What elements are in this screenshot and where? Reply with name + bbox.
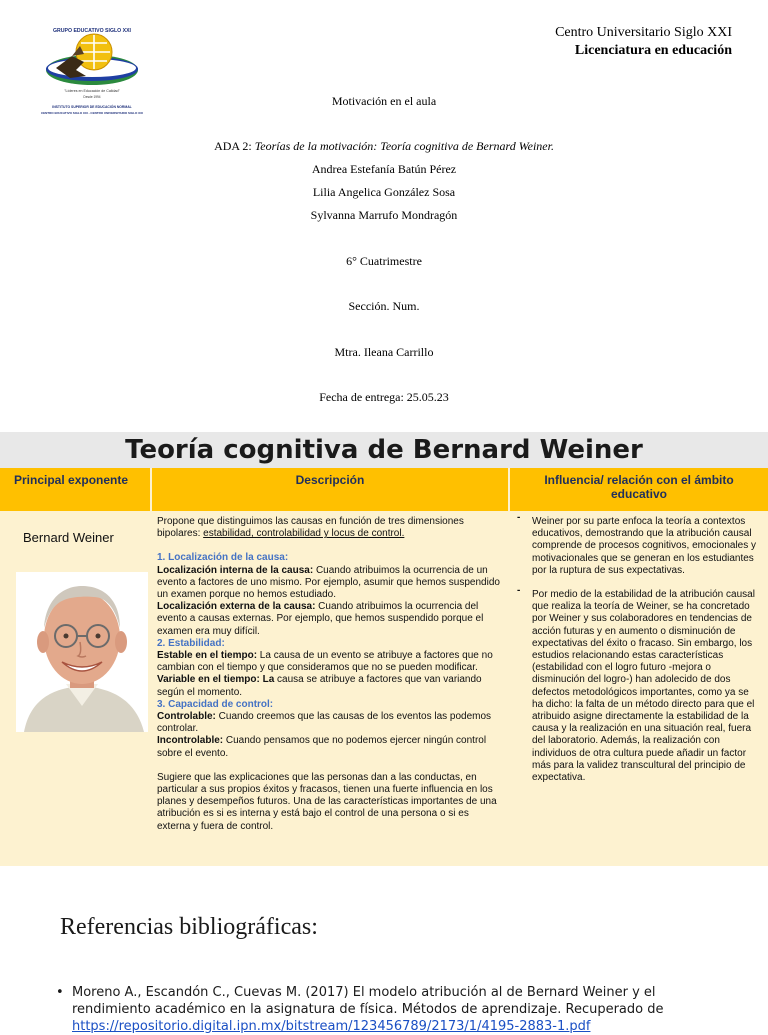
bullet-dash: - [517,512,521,523]
program-name: Licenciatura en educación [574,43,732,58]
influence-cell [510,512,768,866]
bullet-icon: • [56,985,64,1000]
description-cell [152,512,508,866]
header-description: Descripción [152,468,508,511]
author-1: Andrea Estefanía Batún Pérez [311,162,457,176]
variable-cause: Variable en el tiempo: La causa se atribuye a factores que van variando según el momento. [157,674,482,698]
logo-top-text: GRUPO EDUCATIVO SIGLO XXI [52,28,132,34]
author-2: Lilia Angelica González Sosa [312,185,456,199]
assignment-topic: Teorías de la motivación: Teoría cognitiva de Bernard Weiner. [254,139,554,153]
reference-item [56,984,712,1035]
header-influence: Influencia/ relación con el ámbito educativo [510,468,768,511]
exponent-name: Bernard Weiner [23,530,114,545]
term: 6° Cuatrimestre [346,254,422,268]
reference-link[interactable]: https://repositorio.digital.ipn.mx/bitstream/123456789/2173/1/4195-2883-1.pdf [72,1019,591,1034]
influence-text-2: Por medio de la estabilidad de la atribución causal que realiza la teoría de Weiner, se ha concretado por Weiner y sus colaboradores en tendencias de acción futuras y en aumento o disminución de expectativas del éxito o fracaso. Sin embargo, los estudios relacionando estas características (estabilidad con el logro futuro -mejora o disminución del logro-) han adolecido de dos defectos metodológicos importantes, como ya se ha dicho: la falta de un método directo para que el atribuido asigne directamente la estabilidad de la causa y la realización en una situación real, fuera del laboratorio. Además, la realización con individuos de otra cultura puede añadir un factor más para la validez transcultural del principio de expectativa. [532,589,755,784]
internal-locus: Localización interna de la causa: Cuando atribuimos la ocurrencia de un evento a factores de uno mismo. Por ejemplo, asumir que hemos suspendido un examen porque no hemos estudiado. [157,564,500,601]
three-dimensions: estabilidad, controlabilidad y locus de control. [203,528,405,540]
exponent-cell [0,512,150,866]
heading-control: 3. Capacidad de control: [157,698,274,710]
slide-title: Teoría cognitiva de Bernard Weiner [0,432,768,468]
institution-name: Centro Universitario Siglo XXI [555,25,732,40]
assignment-prefix: ADA 2: [214,139,255,153]
references-title: Referencias bibliográficas: [60,914,318,940]
theory-slide [0,432,768,866]
section: Sección. Num. [348,299,420,313]
uncontrollable-cause: Incontrolable: Cuando pensamos que no podemos ejercer ningún control sobre el evento. [157,735,487,759]
institution-logo [36,24,148,124]
external-locus: Localización externa de la causa: Cuando atribuimos la ocurrencia del evento a causas externas. Por ejemplo, que hemos suspendido porque el examen era muy difícil. [157,601,484,637]
influence-text-1: Weiner por su parte enfoca la teoría a contextos educativos, demostrando que la atribución causal comprende de procesos cognitivos, emocionales y motivacionales que se generan en los estudiantes por la ruptura de sus expectativas. [532,516,757,576]
influence-point-2 [516,585,762,784]
stable-cause: Estable en el tiempo: La causa de un evento se atribuye a factores que no cambian con el tiempo y que consideramos que no se pueden modificar. [157,650,493,674]
logo-motto: "Líderes en Educación de Calidad" [64,89,120,93]
reference-text: Moreno A., Escandón C., Cuevas M. (2017) El modelo atribución al de Bernard Weiner y el rendimiento académico en la asignatura de física. Métodos de aprendizaje. Recuperado de [72,985,664,1017]
heading-stability: 2. Estabilidad: [157,637,225,649]
influence-point-1 [516,512,762,577]
author-3: Sylvanna Marrufo Mondragón [310,208,458,222]
bullet-dash: - [517,585,521,597]
description-intro: Propone que distinguimos las causas en función de tres dimensiones bipolares: estabilidad, controlabilidad y locus de control. [157,516,464,540]
description-closing: Sugiere que las explicaciones que las personas dan a las conductas, en particular a sus propios éxitos y fracasos, tienen una fuerte influencia en los planes y desempeños futuros. Una de las características importantes de una atribución es si es interna y está bajo el control de una persona o si es externa y fuera de control. [157,771,497,832]
assignment-title [0,139,768,154]
logo-bottom-text-2: CENTRO EDUCATIVO SIGLO XXI - CENTRO UNIVERSITARIO SIGLO XXI [40,111,144,115]
header-principal-exponent: Principal exponente [0,468,150,511]
controllable-cause: Controlable: Cuando creemos que las causas de los eventos las podemos controlar. [157,711,492,735]
institution-block [555,24,732,60]
bernard-weiner-portrait [16,572,148,732]
teacher: Mtra. Ileana Carrillo [334,345,434,359]
due-date: Fecha de entrega: 25.05.23 [319,390,449,404]
heading-locus: 1. Localización de la causa: [157,552,289,564]
course-name: Motivación en el aula [331,94,437,108]
logo-bottom-text-1: INSTITUTO SUPERIOR DE EDUCACIÓN NORMAL [52,105,132,109]
logo-year: Desde 1994 [83,95,101,99]
